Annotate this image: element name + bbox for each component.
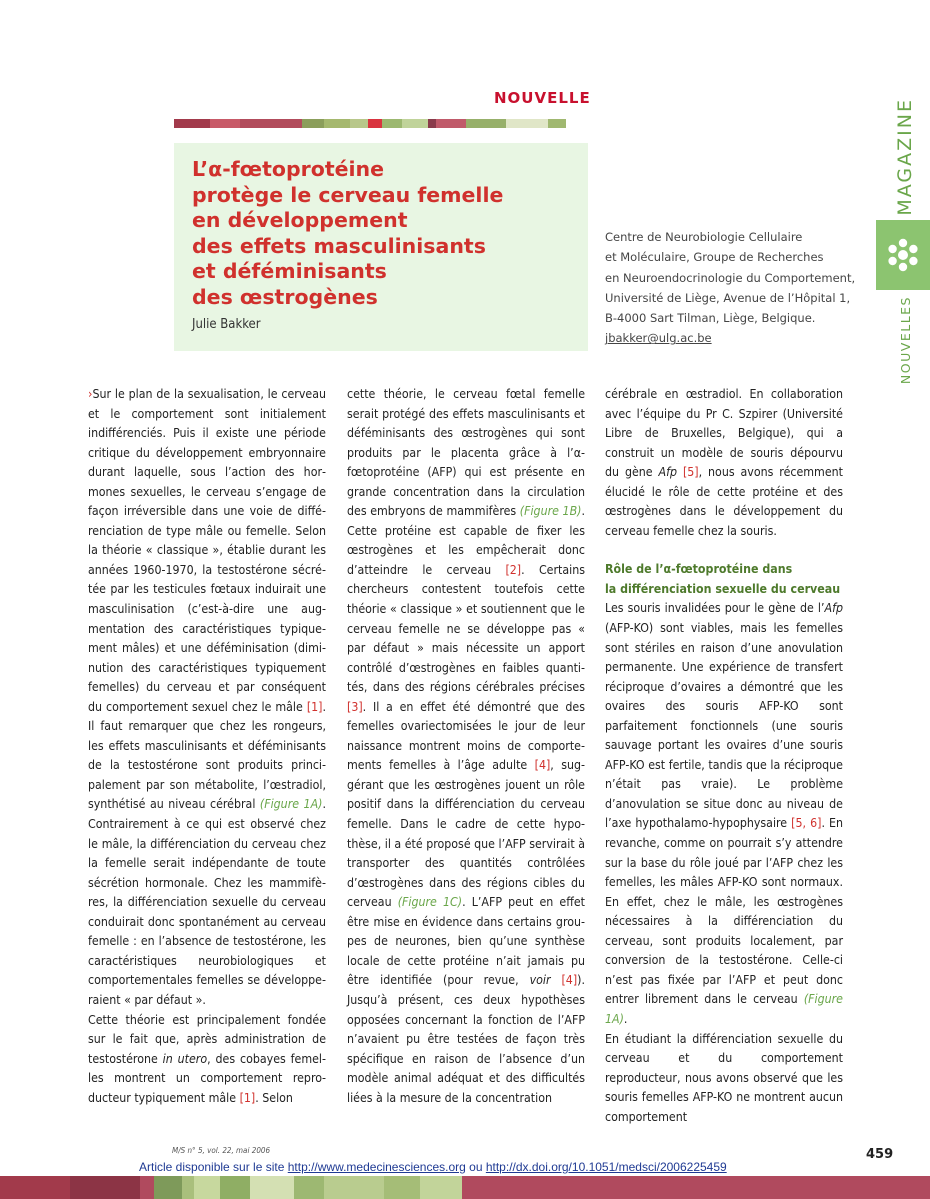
affiliation-line: en Neuroendocrinologie du Comportement, [605, 270, 856, 285]
top-color-bar [174, 119, 584, 128]
color-segment [220, 1176, 250, 1199]
title-line: protège le cerveau femelle [192, 182, 504, 207]
doi-link[interactable]: http://dx.doi.org/10.1051/medsci/2006225459 [485, 1160, 727, 1174]
page-number: 459 [866, 1147, 894, 1162]
reference-link[interactable]: [1] [239, 1090, 256, 1105]
color-segment [384, 1176, 420, 1199]
site-link[interactable]: http://www.medecinesciences.org [287, 1160, 466, 1174]
affiliation [605, 227, 856, 349]
sidebar-accent-box [876, 220, 930, 290]
figure-link[interactable]: (Figure 1B) [519, 504, 582, 519]
color-segment [382, 119, 402, 128]
color-segment [140, 1176, 154, 1199]
reference-link[interactable]: [4] [561, 973, 578, 988]
body-column-1 [88, 385, 326, 1108]
paragraph: En étudiant la différenciation sexuelle du cerveau et du comportement reproducteur, nous avons observé que les souris femelles AFP-KO ne montrent aucun comportement [605, 1031, 843, 1124]
author-email-link[interactable]: jbakker@ulg.ac.be [605, 331, 712, 346]
section-label: NOUVELLE [494, 89, 591, 107]
color-segment [466, 119, 506, 128]
sidebar-magazine [880, 98, 930, 216]
color-segment [182, 1176, 194, 1199]
title-box [174, 143, 588, 351]
arrow-icon: › [88, 387, 93, 401]
sidebar-magazine-label: MAGAZINE [894, 98, 916, 216]
color-segment [548, 119, 566, 128]
color-segment [240, 119, 302, 128]
color-segment [566, 119, 584, 128]
color-segment [402, 119, 428, 128]
title-line: et déféminisants [192, 259, 387, 283]
journal-citation: M/S n° 5, vol. 22, mai 2006 [172, 1146, 271, 1155]
color-segment [110, 1176, 140, 1199]
article-title [192, 157, 582, 310]
title-line: des œstrogènes [192, 284, 378, 309]
reference-link[interactable]: [5, 6] [791, 816, 822, 831]
title-line: des effets masculinisants [192, 233, 486, 258]
body-column-3 [605, 385, 843, 1127]
figure-link[interactable]: (Figure 1A) [259, 797, 323, 812]
color-segment [174, 119, 210, 128]
color-segment [70, 1176, 110, 1199]
color-segment [30, 1176, 70, 1199]
bottom-color-bar [0, 1176, 930, 1199]
affiliation-line: Université de Liège, Avenue de l’Hôpital 1, [605, 290, 851, 305]
paragraph: cette théorie, le cerveau fœtal femelle serait protégé des effets masculinisants et déféminisants des œstrogènes qui sont produits par le placenta grâce à l’α-fœtoprotéine (AFP) qui est présente en grande concentration dans la circulation des embryons de mammifères (Figure 1B). Cette protéine est capable de fixer les œstrogènes et les empêcherait donc d’atteindre le cerveau [2]. Certains chercheurs contestent toutefois cette théorie « classique » et soutiennent que le cerveau femelle ne se développe pas « par défaut » mais nécessite un apport contrôlé d’œstrogènes en faibles quantités, dans des régions cérébrales précises [3]. Il a en effet été démontré que des femelles ovariectomisées le jour de leur naissance montrent moins de comportements femelles à l’âge adulte [4], suggérant que les œstrogènes jouent un rôle positif dans la différenciation du cerveau femelle. Dans le cadre de cette hypothèse, il a été proposé que l’AFP servirait à transporter des quantités contrôlées d’œstrogènes dans des régions cibles du cerveau (Figure 1C). L’AFP peut en effet être mise en évidence dans certains groupes de neurones, bien qu’une synthèse locale de cette protéine n’ait jamais pu être identifiée (pour revue, voir [4]). Jusqu’à présent, ces deux hypothèses opposées concernant la fonction de l’AFP n’avaient pu être testées de façon très spécifique en raison de l’absence d’un modèle animal adéquat et des difficultés liées à la mesure de la concentration [347, 387, 585, 1105]
availability-note: Article disponible sur le site http://www.medecinesciences.org ou http://dx.doi.org/10.1051/medsci/2006225459 [139, 1160, 727, 1174]
color-segment [250, 1176, 294, 1199]
figure-link[interactable]: (Figure 1C) [397, 895, 463, 910]
affiliation-line: Centre de Neurobiologie Cellulaire [605, 230, 803, 244]
color-segment [436, 119, 466, 128]
paragraph: cérébrale en œstradiol. En collaboration avec l’équipe du Pr C. Szpirer (Université Libre de Bruxelles, Belgique), qui a construit un modèle de souris dépourvu du gène Afp [5], nous avons récemment élucidé le rôle de cette protéine et des œstrogènes dans le développement du cerveau femelle chez la souris. [605, 387, 843, 538]
color-segment [194, 1176, 220, 1199]
title-line: L’α-fœtoprotéine [192, 157, 385, 181]
title-line: en développement [192, 208, 408, 232]
reference-link[interactable]: [2] [505, 562, 522, 577]
figure-link[interactable]: (Figure 1A) [605, 992, 843, 1026]
color-segment [506, 119, 548, 128]
color-segment [420, 1176, 462, 1199]
subheading: Rôle de l’α-fœtoprotéine dans la différenciation sexuelle du cerveau [605, 562, 841, 596]
color-segment [368, 119, 382, 128]
asterisk-icon [885, 237, 921, 273]
affiliation-line: B-4000 Sart Tilman, Liège, Belgique. [605, 311, 816, 326]
reference-link[interactable]: [3] [347, 699, 363, 714]
reference-link[interactable]: [5] [682, 465, 699, 480]
color-segment [462, 1176, 930, 1199]
color-segment [350, 119, 368, 128]
color-segment [0, 1176, 30, 1199]
color-segment [302, 119, 324, 128]
paragraph: Les souris invalidées pour le gène de l’Afp (AFP-KO) sont viables, mais les femelles sont stériles en raison d’une anovulation permanente. Une expérience de transfert réciproque d’ovaires a démontré que les ovaires des souris AFP-KO sont parfaitement fonctionnels (une souris sauvage portant les ovaires d’une souris AFP-KO est fertile, tandis que la réciproque n’était pas vraie). Le problème d’anovulation se situe donc au niveau de l’axe hypothalamo-hypophysaire [5, 6]. En revanche, comme on pourrait s’y attendre sur la base du rôle joué par l’AFP chez les femelles, les mâles AFP-KO sont normaux. En effet, chez le mâle, les œstrogènes nécessaires à la différenciation du cerveau, sont produits localement, par conversion de la testostérone. Celle-ci n’est pas fixée par l’AFP et peut donc entrer librement dans le cerveau (Figure 1A). [605, 601, 843, 1026]
sidebar-nouvelles [880, 296, 930, 385]
affiliation-line: et Moléculaire, Groupe de Recherches [605, 250, 824, 265]
paragraph: Cette théorie est principalement fondée sur le fait que, après administration de testostérone in utero, des cobayes femelles montrent un comportement reproducteur typiquement mâle [1]. Selon [88, 1012, 327, 1105]
color-segment [294, 1176, 324, 1199]
color-segment [154, 1176, 182, 1199]
color-segment [428, 119, 436, 128]
reference-link[interactable]: [1] [306, 699, 323, 714]
color-segment [324, 119, 350, 128]
body-column-2 [347, 385, 585, 1108]
paragraph: ›Sur le plan de la sexualisation, le cerveau et le comportement sont initialement indifférenciés. Puis il existe une période critique du développement embryonnaire durant laquelle, sous l’action des hormones sexuelles, le cerveau s’engage de façon irréversible dans une voie de différenciation de type mâle ou femelle. Selon la théorie « classique », établie durant les années 1960-1970, la testostérone sécrétée par les testicules fœtaux induirait une masculinisation (c’est-à-dire une augmentation des caractéristiques typiquement mâles) et une déféminisation (diminution des caractéristiques typiquement femelles) du cerveau et par conséquent du comportement sexuel chez le mâle [1]. Il faut remarquer que chez les rongeurs, les effets masculinisants et déféminisants de la testostérone sont produits principalement par son métabolite, l’œstradiol, synthétisé au niveau cérébral (Figure 1A). Contrairement à ce qui est observé chez le mâle, la différenciation du cerveau chez la femelle serait indépendante de toute sécrétion hormonale. Chez les mammifères, la différenciation sexuelle du cerveau conduirait donc spontanément au cerveau femelle : en l’absence de testostérone, les caractéristiques neurobiologiques et comportementales femelles se développeraient « par défaut ». [88, 387, 326, 1007]
reference-link[interactable]: [4] [534, 758, 551, 773]
author: Julie Bakker [192, 317, 261, 332]
sidebar-nouvelles-label: NOUVELLES [897, 296, 913, 385]
color-segment [324, 1176, 384, 1199]
color-segment [210, 119, 240, 128]
